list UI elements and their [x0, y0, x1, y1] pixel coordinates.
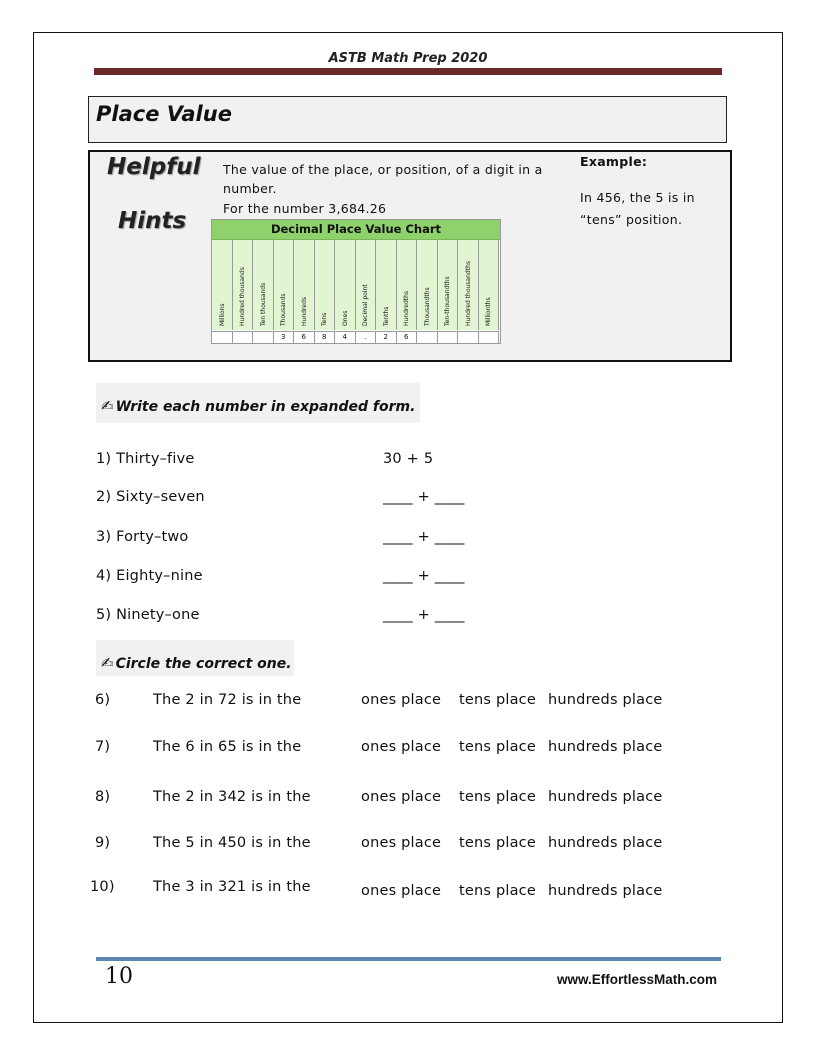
hints-word-hints: Hints	[118, 208, 187, 234]
answer-option[interactable]: ones place	[361, 883, 442, 899]
chart-digit-cell: 3	[274, 331, 295, 343]
chart-column-label: Hundred thousandths	[464, 261, 472, 326]
chart-digit-cell: 6	[294, 331, 315, 343]
question-number: 8)	[95, 789, 111, 805]
circle-question: The 2 in 342 is in the	[153, 789, 311, 805]
answer-option[interactable]: hundreds place	[548, 692, 663, 708]
chart-digit-cell	[438, 331, 459, 343]
footer-divider	[96, 957, 721, 961]
chart-digit-cell	[458, 331, 479, 343]
chart-column	[397, 240, 418, 330]
example-line1: In 456, the 5 is in	[580, 190, 695, 205]
chart-column-label: Hundred thousands	[239, 267, 247, 326]
header-divider	[94, 68, 722, 75]
expanded-form-blank[interactable]: ____ + ____	[383, 568, 465, 584]
chart-column-label: Millions	[218, 303, 226, 326]
answer-option[interactable]: hundreds place	[548, 789, 663, 805]
chart-column-label: Ten thousands	[259, 282, 267, 326]
chart-digit-cell	[479, 331, 500, 343]
chart-digit-cell	[233, 331, 254, 343]
chart-digit-cell	[212, 331, 233, 343]
chart-column-label: Decimal point	[362, 284, 370, 326]
question-number: 6)	[95, 692, 111, 708]
chart-column-label: Thousandths	[423, 287, 431, 326]
chart-column-label: Hundreds	[300, 297, 308, 326]
example-label: Example:	[580, 154, 648, 169]
circle-question: The 3 in 321 is in the	[153, 879, 311, 895]
chart-column-label: Hundredths	[403, 290, 411, 326]
chart-column	[438, 240, 459, 330]
expanded-form-question: 5) Ninety–one	[96, 607, 200, 623]
answer-option[interactable]: ones place	[361, 692, 442, 708]
expanded-form-question: 4) Eighty–nine	[96, 568, 203, 584]
expanded-form-question: 1) Thirty–five	[96, 451, 195, 467]
circle-question: The 2 in 72 is in the	[153, 692, 302, 708]
question-number: 10)	[90, 879, 115, 895]
chart-column-label: Thousands	[280, 293, 288, 326]
chart-column	[294, 240, 315, 330]
chart-column-label: Millionths	[485, 297, 493, 326]
section1-heading: Write each number in expanded form.	[115, 399, 416, 415]
question-number: 7)	[95, 739, 111, 755]
chart-digit-cell: 8	[315, 331, 336, 343]
chart-digit-cell: .	[356, 331, 377, 343]
answer-option[interactable]: ones place	[361, 835, 442, 851]
chart-column	[233, 240, 254, 330]
expanded-form-blank[interactable]: ____ + ____	[383, 489, 465, 505]
topic-box	[88, 96, 727, 143]
chart-digit-cell: 6	[397, 331, 418, 343]
chart-column-label: Ten-thousandths	[444, 276, 452, 326]
example-line2: “tens” position.	[580, 212, 683, 227]
topic-title: Place Value	[96, 102, 232, 126]
chart-column	[417, 240, 438, 330]
chart-column-label: Tenths	[382, 306, 390, 326]
decimal-place-value-chart	[211, 219, 501, 344]
answer-option[interactable]: tens place	[459, 692, 536, 708]
answer-option[interactable]: tens place	[459, 789, 536, 805]
header-title: ASTB Math Prep 2020	[328, 51, 488, 66]
chart-title: Decimal Place Value Chart	[212, 220, 500, 240]
chart-column	[212, 240, 233, 330]
hints-word-helpful: Helpful	[107, 154, 201, 180]
question-number: 9)	[95, 835, 111, 851]
answer-option[interactable]: hundreds place	[548, 835, 663, 851]
chart-column	[356, 240, 377, 330]
footer-website: www.EffortlessMath.com	[557, 972, 718, 987]
chart-digit-cell	[417, 331, 438, 343]
chart-column-label: Tens	[321, 312, 329, 326]
expanded-form-question: 3) Forty–two	[96, 529, 189, 545]
answer-option[interactable]: hundreds place	[548, 739, 663, 755]
expanded-form-blank[interactable]: ____ + ____	[383, 529, 465, 545]
chart-column	[479, 240, 500, 330]
chart-digit-cell: 4	[335, 331, 356, 343]
chart-digit-cell	[253, 331, 274, 343]
chart-column	[253, 240, 274, 330]
hint-number-line: For the number 3,684.26	[223, 201, 387, 216]
expanded-form-question: 2) Sixty–seven	[96, 489, 205, 505]
answer-option[interactable]: tens place	[459, 835, 536, 851]
section2-heading: Circle the correct one.	[115, 656, 292, 672]
answer-option[interactable]: tens place	[459, 883, 536, 899]
expanded-form-blank[interactable]: ____ + ____	[383, 607, 465, 623]
section2-heading-box	[96, 640, 294, 676]
expanded-form-answer: 30 + 5	[383, 451, 434, 467]
circle-question: The 6 in 65 is in the	[153, 739, 302, 755]
chart-digit-cell: 2	[376, 331, 397, 343]
pencil-icon: ✍	[101, 397, 114, 415]
chart-column	[458, 240, 479, 330]
section1-heading-box	[96, 383, 420, 423]
circle-question: The 5 in 450 is in the	[153, 835, 311, 851]
answer-option[interactable]: hundreds place	[548, 883, 663, 899]
page-number: 10	[105, 964, 133, 989]
answer-option[interactable]: ones place	[361, 789, 442, 805]
answer-option[interactable]: tens place	[459, 739, 536, 755]
pencil-icon: ✍	[101, 654, 114, 672]
hint-definition-line1: The value of the place, or position, of a digit in a	[223, 162, 543, 177]
chart-column	[315, 240, 336, 330]
hint-definition-line2: number.	[223, 181, 277, 196]
chart-column	[335, 240, 356, 330]
chart-column	[376, 240, 397, 330]
answer-option[interactable]: ones place	[361, 739, 442, 755]
chart-column	[274, 240, 295, 330]
chart-column-label: Ones	[341, 310, 349, 326]
